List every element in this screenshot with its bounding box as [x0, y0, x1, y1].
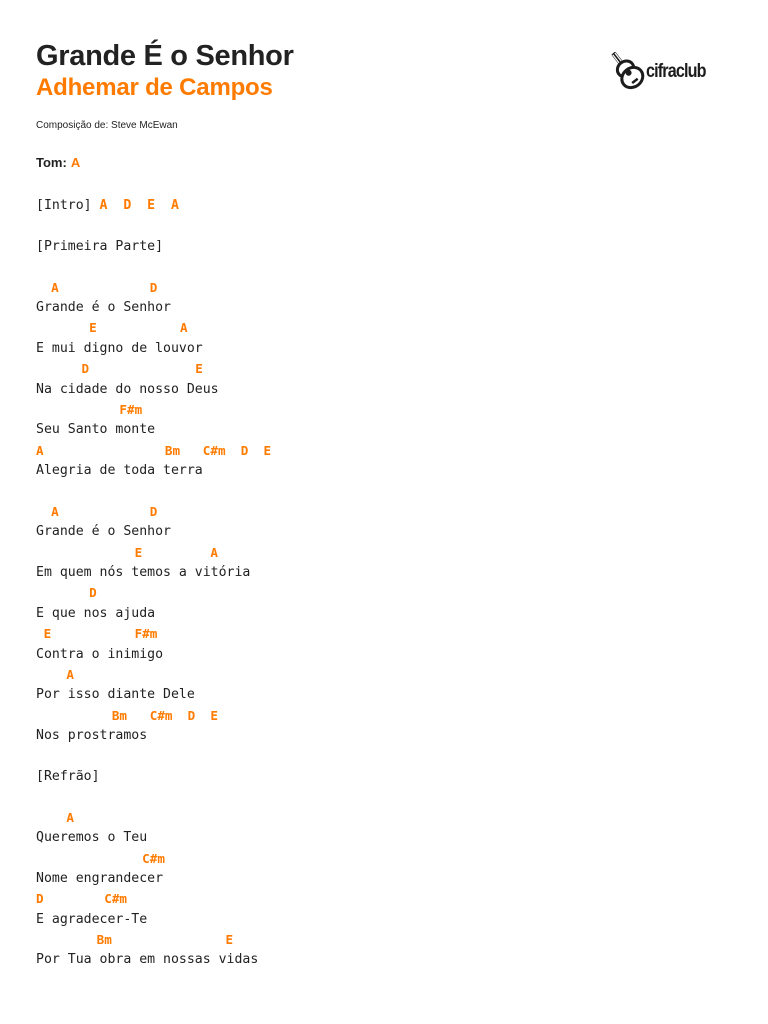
key-label: Tom: — [36, 155, 67, 170]
lyric-line: Na cidade do nosso Deus — [36, 381, 219, 397]
lyric-line: Por isso diante Dele — [36, 687, 195, 703]
chord-sheet — [36, 196, 736, 971]
chord-line[interactable]: A — [36, 666, 74, 682]
chord-line[interactable]: A D — [36, 279, 158, 295]
blank-line — [36, 257, 736, 277]
lyric-line: E que nos ajuda — [36, 605, 156, 621]
chord-line[interactable]: E A — [36, 320, 188, 336]
chord-line[interactable]: D E — [36, 361, 203, 377]
chord-line[interactable]: A D — [36, 503, 158, 519]
lyric-line: Grande é o Senhor — [36, 524, 171, 540]
chord-line[interactable]: A Bm C#m D E — [36, 442, 272, 458]
composer-credit: Composição de: Steve McEwan — [36, 120, 178, 131]
chord-line[interactable]: Bm C#m D E — [36, 707, 218, 723]
lyric-line: Contra o inimigo — [36, 646, 164, 662]
lyric-line: Grande é o Senhor — [36, 299, 171, 315]
chord-line[interactable]: D — [36, 585, 97, 601]
blank-line — [36, 216, 736, 236]
chord-line[interactable]: E F#m — [36, 626, 158, 642]
section-intro — [36, 196, 736, 216]
chord-line[interactable]: D C#m — [36, 891, 127, 907]
lyric-line: Nome engrandecer — [36, 870, 164, 886]
blank-line — [36, 747, 736, 767]
key-value[interactable]: A — [70, 155, 81, 170]
song-title: Grande É o Senhor — [36, 40, 294, 72]
guitar-icon — [606, 46, 650, 94]
chord-line[interactable]: E A — [36, 544, 218, 560]
chord-line[interactable]: F#m — [36, 401, 143, 417]
artist-name[interactable]: Adhemar de Campos — [36, 74, 273, 101]
chord-line[interactable]: C#m — [36, 850, 165, 866]
lyric-line: Queremos o Teu — [36, 830, 148, 846]
section-heading: [Refrão] — [36, 768, 100, 784]
lyric-line: Por Tua obra em nossas vidas — [36, 952, 259, 968]
chord-line[interactable]: A — [36, 809, 74, 825]
lyric-line: Seu Santo monte — [36, 422, 156, 438]
song-key — [36, 155, 80, 170]
lyric-line: Nos prostramos — [36, 728, 148, 744]
chord-line[interactable]: Bm E — [36, 932, 234, 948]
blank-line — [36, 481, 736, 501]
lyric-line: Alegria de toda terra — [36, 463, 203, 479]
logo-text: cifraclub — [646, 61, 706, 82]
lyric-line: E mui digno de louvor — [36, 340, 203, 356]
section-label: [Intro] — [36, 198, 100, 213]
lyric-line: Em quem nós temos a vitória — [36, 565, 251, 581]
blank-line — [36, 787, 736, 807]
section-heading: [Primeira Parte] — [36, 238, 164, 254]
lyric-line: E agradecer-Te — [36, 911, 148, 927]
cifraclub-logo[interactable] — [606, 46, 720, 94]
chord-sequence[interactable]: A D E A — [99, 198, 179, 213]
